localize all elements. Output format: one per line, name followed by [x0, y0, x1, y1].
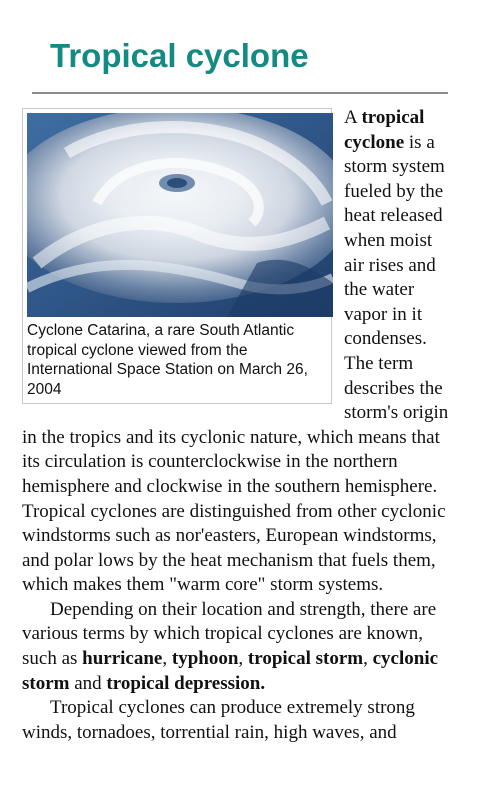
p3-text-1: Tropical cyclones can produce extremely strong winds, tornadoes, torrential rain, high waves, and — [22, 697, 415, 743]
title-divider — [32, 92, 448, 94]
figure-caption: Cyclone Catarina, a rare South Atlantic tropical cyclone viewed from the International Space Station on March 26, 2004 — [27, 322, 308, 398]
effects-paragraph — [22, 696, 454, 745]
p2-sep-4: and — [69, 672, 107, 694]
cyclone-photo[interactable] — [27, 113, 333, 317]
p2-sep-1: , — [162, 648, 172, 670]
term-tropical-storm: tropical storm — [247, 648, 364, 670]
term-cyclonic-storm: cyclonic storm — [22, 648, 439, 694]
term-tropical-depression: tropical depression. — [106, 672, 266, 694]
p1-term-tropical-cyclone: tropical cyclone — [344, 107, 425, 153]
p2-text-1: Depending on their location and strength, there are various terms by which tropical cyclones are known, such as — [22, 598, 437, 670]
page-title: Tropical cyclone — [50, 37, 309, 74]
p2-sep-3: , — [363, 648, 373, 670]
term-hurricane: hurricane — [82, 648, 163, 670]
p1-text-1: A — [344, 107, 362, 128]
p1-text-2: is a storm system fueled by the heat released when moist air rises and the water vapor in it condenses. The term describes the storm's origin in the tropics and its cyclonic nature, which means that its circulation is counterclockwise in the northern hemisphere and clockwise in the southern hemisphere. Tropical cyclones are distinguished from other cyclonic windstorms such as nor'easters, European windstorms, and polar lows by the heat mechanism that fuels them, which makes them "warm core" storm systems. — [22, 131, 449, 596]
article-body — [22, 106, 454, 745]
figure-box — [22, 108, 332, 404]
p2-sep-2: , — [238, 648, 248, 670]
terms-paragraph — [22, 598, 454, 696]
term-typhoon: typhoon — [171, 648, 239, 670]
